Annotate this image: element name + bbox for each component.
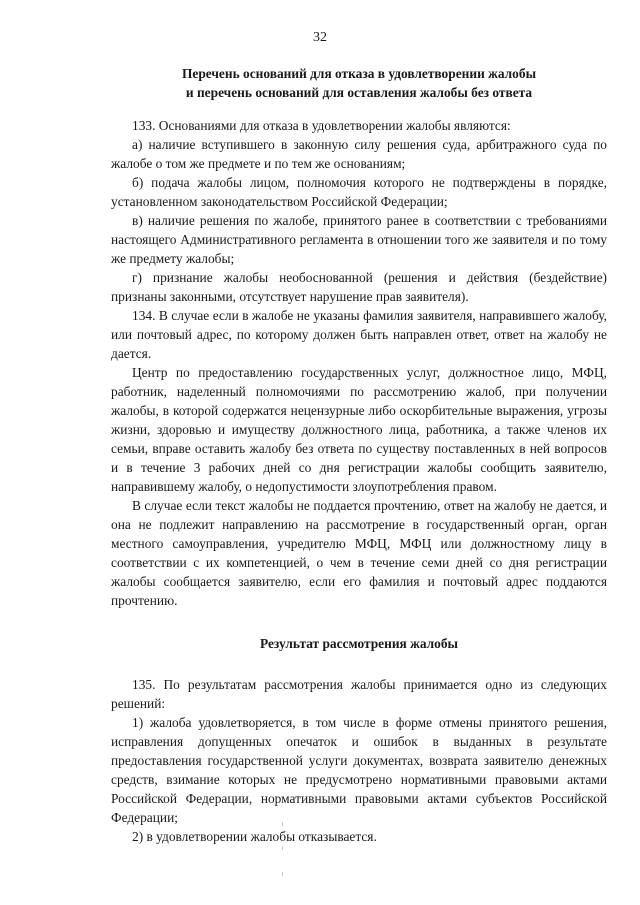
paragraph-133-b: б) подача жалобы лицом, полномочия которого не подтверждены в порядке, установленном законодательством Российской Федерации; — [111, 175, 607, 209]
paragraph-135: 135. По результатам рассмотрения жалобы принимается одно из следующих решений: — [111, 677, 607, 711]
paragraph-133: 133. Основаниями для отказа в удовлетворении жалобы являются: — [132, 118, 511, 133]
paragraph-134: 134. В случае если в жалобе не указаны фамилия заявителя, направившего жалобу, или почтовый адрес, по которому должен быть направлен ответ, ответ на жалобу не дается. — [111, 308, 607, 361]
heading-line-2: и перечень оснований для оставления жалобы без ответа — [185, 85, 533, 100]
section-heading-result: Результат рассмотрения жалобы — [259, 636, 459, 651]
paragraph-135-1: 1) жалоба удовлетворяется, в том числе в форме отмены принятого решения, исправления допущенных опечаток и ошибок в выданных в результате предоставления государственной услуги документах, возврата заявителю денежных средств, взимание которых не предусмотрено нормативными правовыми актами Российской Федерации, нормативными правовыми актами субъектов Российской Федерации; — [111, 715, 607, 825]
scan-mark — [282, 872, 283, 876]
page-number: 32 — [313, 30, 327, 45]
paragraph-133-a: а) наличие вступившего в законную силу решения суда, арбитражного суда по жалобе о том же предмете и по тем же основаниям; — [111, 137, 607, 171]
document-body — [111, 64, 607, 846]
paragraph-133-g: г) признание жалобы необоснованной (решения и действия (бездействие) признаны законными, отсутствует нарушение прав заявителя). — [111, 270, 607, 304]
scan-mark — [282, 846, 283, 850]
paragraph-134-unreadable: В случае если текст жалобы не поддается прочтению, ответ на жалобу не дается, и она не подлежит направлению на рассмотрение в государственный орган, орган местного самоуправления, учредителю МФЦ, МФЦ или должностному лицу в соответствии с их компетенцией, о чем в течение семи дней со дня регистрации жалобы сообщается заявителю, если его фамилия и почтовый адрес поддаются прочтению. — [111, 498, 607, 608]
section-heading-refusal — [111, 64, 607, 102]
heading-line-1: Перечень оснований для отказа в удовлетворении жалобы — [181, 66, 537, 81]
paragraph-133-v: в) наличие решения по жалобе, принятого ранее в соответствии с требованиями настоящего Административного регламента в отношении того же заявителя и по тому же предмету жалобы; — [111, 213, 607, 266]
scan-mark — [282, 822, 283, 826]
paragraph-134-center: Центр по предоставлению государственных услуг, должностное лицо, МФЦ, работник, наделенный полномочиями по рассмотрению жалоб, при получении жалобы, в которой содержатся нецензурные либо оскорбительные выражения, угрозы жизни, здоровью и имуществу должностного лица, работника, а также членов их семьи, вправе оставить жалобу без ответа по существу поставленных в ней вопросов и в течение 3 рабочих дней со дня регистрации жалобы сообщить заявителю, направившему жалобу, о недопустимости злоупотребления правом. — [111, 365, 607, 494]
paragraph-135-2: 2) в удовлетворении жалобы отказывается. — [132, 829, 377, 844]
